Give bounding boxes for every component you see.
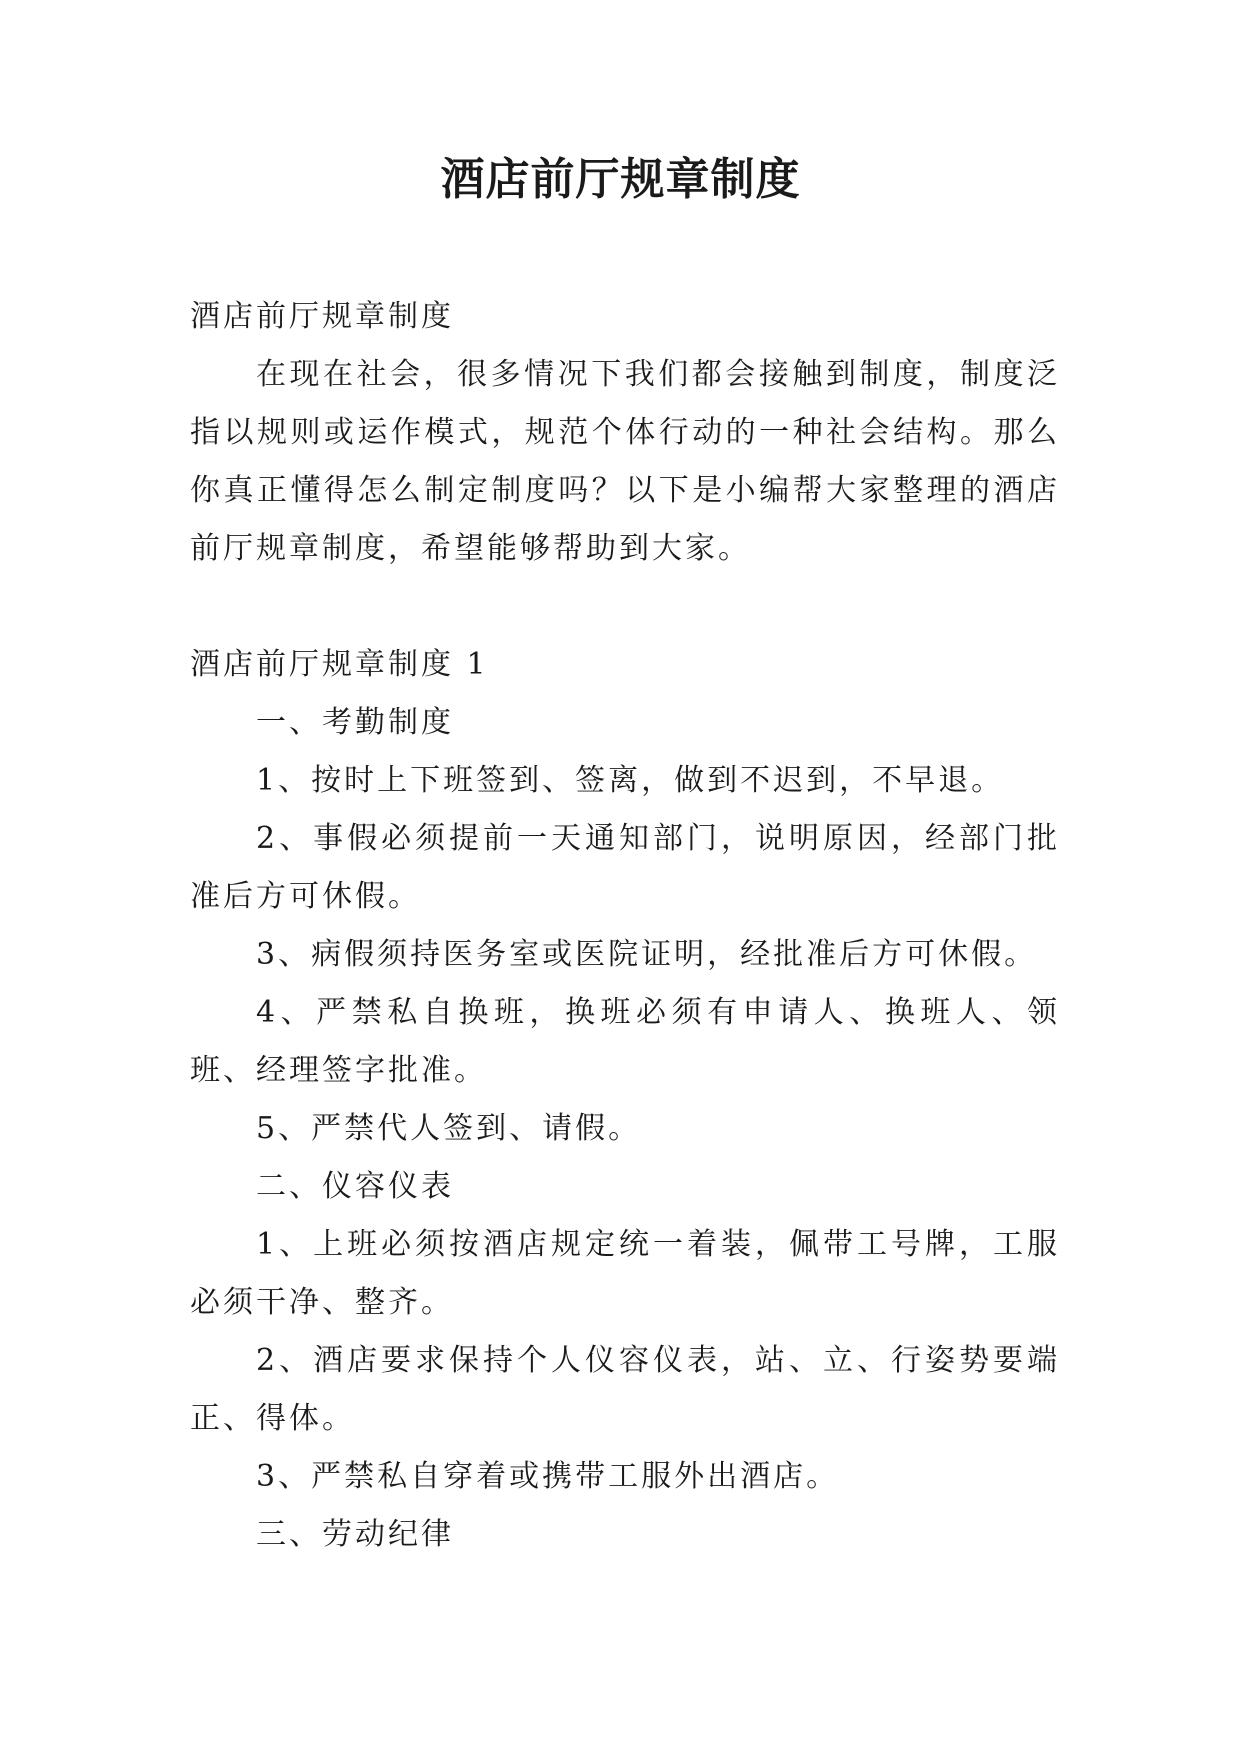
document-subtitle: 酒店前厅规章制度: [190, 299, 454, 334]
list-item: 3、病假须持医务室或医院证明，经批准后方可休假。: [256, 937, 1038, 972]
list-item: 二、仪容仪表: [256, 1169, 454, 1204]
list-item: 2、酒店要求保持个人仪容仪表，站、立、行姿势要端正、得体。: [190, 1343, 1060, 1436]
paragraph-spacer: [190, 578, 1060, 636]
list-item: 4、严禁私自换班，换班必须有申请人、换班人、领班、经理签字批准。: [190, 995, 1060, 1088]
list-item: 一、考勤制度: [256, 705, 454, 740]
document-title: 酒店前厅规章制度: [440, 154, 801, 205]
document-body: [190, 288, 1060, 1564]
list-item: 1、上班必须按酒店规定统一着装，佩带工号牌，工服必须干净、整齐。: [190, 1227, 1060, 1320]
list-item: 三、劳动纪律: [256, 1517, 454, 1552]
list-item: 2、事假必须提前一天通知部门，说明原因，经部门批准后方可休假。: [190, 821, 1060, 914]
list-item: 3、严禁私自穿着或携带工服外出酒店。: [256, 1459, 840, 1494]
list-item: 5、严禁代人签到、请假。: [256, 1111, 642, 1146]
intro-paragraph: 在现在社会，很多情况下我们都会接触到制度，制度泛指以规则或运作模式，规范个体行动的一种社会结构。那么你真正懂得怎么制定制度吗？以下是小编帮大家整理的酒店前厅规章制度，希望能够帮助到大家。: [190, 357, 1060, 566]
list-item: 1、按时上下班签到、签离，做到不迟到，不早退。: [256, 763, 1005, 798]
section-heading: 酒店前厅规章制度 1: [190, 647, 489, 682]
